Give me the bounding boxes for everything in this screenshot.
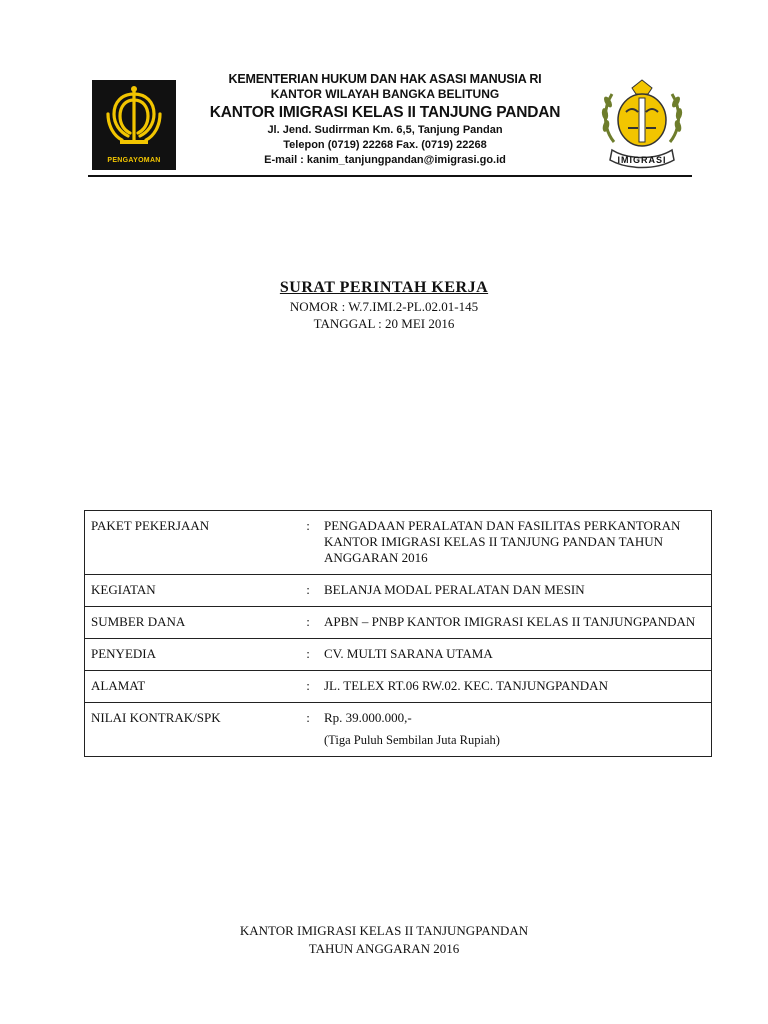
table-row xyxy=(85,671,712,703)
imigrasi-emblem xyxy=(594,72,690,172)
row-colon: : xyxy=(300,607,316,639)
imigrasi-emblem-icon xyxy=(594,72,690,172)
contract-value-words: (Tiga Puluh Sembilan Juta Rupiah) xyxy=(324,733,500,747)
table-row xyxy=(85,607,712,639)
letterhead xyxy=(88,68,692,178)
row-colon: : xyxy=(300,639,316,671)
document-heading xyxy=(0,278,768,332)
document-footer xyxy=(0,922,768,958)
contract-value: Rp. 39.000.000,- xyxy=(324,710,412,725)
right-logo-caption: IMIGRASI xyxy=(617,155,667,165)
row-label: KEGIATAN xyxy=(85,575,301,607)
table-row xyxy=(85,639,712,671)
row-colon: : xyxy=(300,511,316,575)
regional-office: KANTOR WILAYAH BANGKA BELITUNG xyxy=(270,87,500,101)
letterhead-text xyxy=(184,72,586,168)
table-row xyxy=(85,703,712,757)
office-email: E-mail : kanim_tanjungpandan@imigrasi.go.id xyxy=(264,154,506,166)
table-row xyxy=(85,575,712,607)
footer-year: TAHUN ANGGARAN 2016 xyxy=(308,941,460,956)
office-address: Jl. Jend. Sudirrman Km. 6,5, Tanjung Pandan xyxy=(267,124,503,136)
row-label: SUMBER DANA xyxy=(85,607,301,639)
row-label: PENYEDIA xyxy=(85,639,301,671)
row-value: JL. TELEX RT.06 RW.02. KEC. TANJUNGPANDAN xyxy=(316,671,712,703)
document-number: NOMOR : W.7.IMI.2-PL.02.01-145 xyxy=(289,299,479,314)
row-value: APBN – PNBP KANTOR IMIGRASI KELAS II TANJUNGPANDAN xyxy=(316,607,712,639)
banyan-tree-icon xyxy=(92,80,176,152)
letterhead-divider xyxy=(88,175,692,177)
row-colon: : xyxy=(300,703,316,757)
row-value-cell xyxy=(316,703,712,757)
table-row xyxy=(85,511,712,575)
row-label: PAKET PEKERJAAN xyxy=(85,511,301,575)
row-label: ALAMAT xyxy=(85,671,301,703)
office-name: KANTOR IMIGRASI KELAS II TANJUNG PANDAN xyxy=(209,104,561,121)
document-title: SURAT PERINTAH KERJA xyxy=(279,279,489,296)
row-value: CV. MULTI SARANA UTAMA xyxy=(316,639,712,671)
contract-details-table xyxy=(84,510,712,757)
pengayoman-logo xyxy=(92,80,176,170)
row-value: PENGADAAN PERALATAN DAN FASILITAS PERKANTORAN KANTOR IMIGRASI KELAS II TANJUNG PANDAN TAHUN ANGGARAN 2016 xyxy=(316,511,712,575)
row-label: NILAI KONTRAK/SPK xyxy=(85,703,301,757)
office-phone: Telepon (0719) 22268 Fax. (0719) 22268 xyxy=(283,139,487,151)
row-value: BELANJA MODAL PERALATAN DAN MESIN xyxy=(316,575,712,607)
ministry-name: KEMENTERIAN HUKUM DAN HAK ASASI MANUSIA RI xyxy=(228,72,542,86)
left-logo-caption: PENGAYOMAN xyxy=(107,157,161,164)
footer-office: KANTOR IMIGRASI KELAS II TANJUNGPANDAN xyxy=(239,923,529,938)
document-date: TANGGAL : 20 MEI 2016 xyxy=(313,316,455,331)
row-colon: : xyxy=(300,575,316,607)
row-colon: : xyxy=(300,671,316,703)
